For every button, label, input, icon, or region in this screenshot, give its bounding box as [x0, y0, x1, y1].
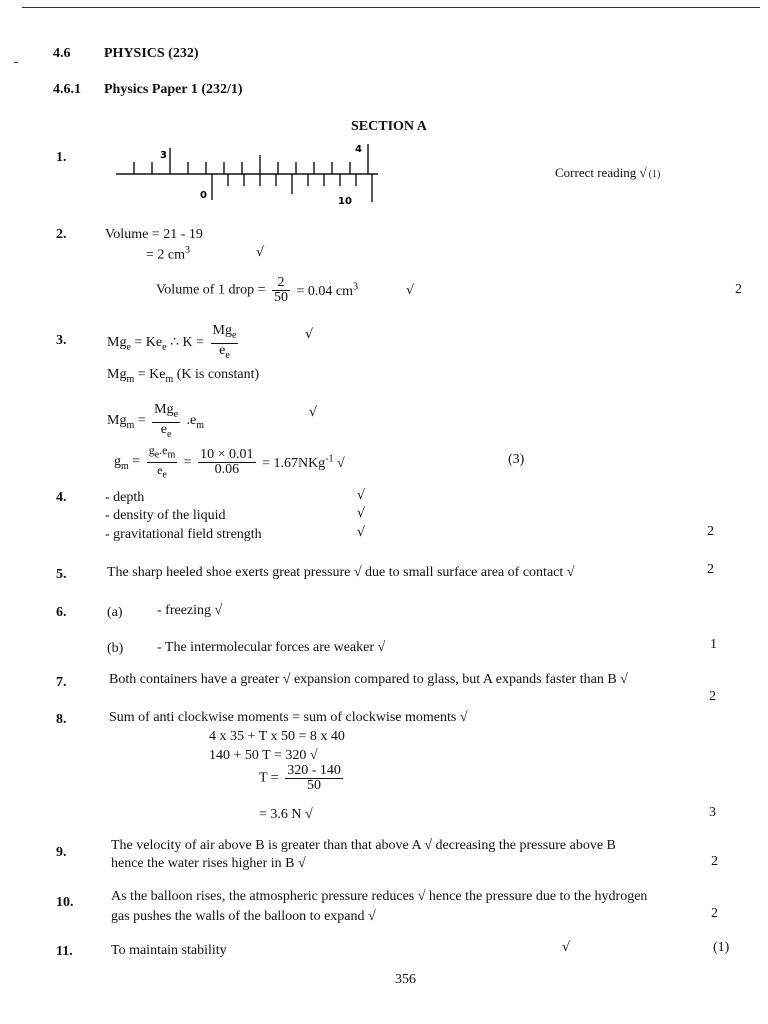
- answer-text: Both containers have a greater √ expansion compared to glass, but A expands faster than B √: [109, 672, 628, 687]
- section-title: PHYSICS (232): [104, 46, 199, 61]
- main-scale-label-3: 3: [160, 150, 167, 161]
- list-item: - depth: [105, 490, 145, 505]
- vernier-label-0: 0: [200, 190, 207, 201]
- question-number: 6.: [56, 605, 67, 620]
- part-label: (a): [107, 605, 123, 620]
- list-item: - density of the liquid: [105, 508, 226, 523]
- tick-mark: √: [305, 327, 314, 342]
- subsection-title: Physics Paper 1 (232/1): [104, 82, 243, 97]
- answer-text: gas pushes the walls of the balloon to expand √: [111, 909, 376, 924]
- working-line: = 2 $cm^3$: [146, 245, 190, 263]
- margin-mark: [14, 62, 18, 63]
- question-number: 9.: [56, 845, 67, 860]
- tick-mark: √: [357, 525, 366, 540]
- marks: 2: [711, 906, 718, 921]
- equation-line: $Mg_e = Ke_e$ ∴ K = $\frac{Mg_e}{e_e}$: [107, 323, 237, 361]
- answer-text: As the balloon rises, the atmospheric pressure reduces √ hence the pressure due to the hydrogen: [111, 889, 648, 904]
- answer-text: The velocity of air above B is greater than that above A √ decreasing the pressure above B: [111, 838, 616, 853]
- marks: (3): [508, 452, 525, 467]
- marks: 2: [707, 562, 714, 577]
- equation-line: $g_m$ = $\frac{g_e.e_m}{e_e}$ = $\frac{10 \times 0.01}{0.06}$ = 1.67NKg$^{-1}$ √: [114, 443, 345, 481]
- question-number: 5.: [56, 567, 67, 582]
- marks: 1: [710, 637, 717, 652]
- question-number: 1.: [56, 150, 67, 165]
- question-number: 11.: [56, 944, 73, 959]
- marks: 3: [709, 805, 716, 820]
- main-scale-ticks: [134, 144, 368, 174]
- marks: (1): [713, 940, 730, 955]
- answer-text: To maintain stability: [111, 943, 227, 958]
- answer-text: The sharp heeled shoe exerts great pressure √ due to small surface area of contact √: [107, 565, 575, 580]
- working-line: = 3.6 N √: [259, 807, 313, 822]
- working-line: Volume = 21 - 19: [105, 227, 203, 242]
- tick-mark: √: [406, 283, 415, 298]
- answer-text: - freezing √: [157, 603, 223, 618]
- question-number: 7.: [56, 675, 67, 690]
- tick-mark: √: [256, 245, 265, 260]
- working-line: 140 + 50 T = 320 √: [209, 748, 318, 763]
- question-number: 3.: [56, 333, 67, 348]
- marks: 2: [711, 854, 718, 869]
- tick-mark: √: [357, 506, 366, 521]
- tick-mark: √: [562, 940, 571, 955]
- tick-mark: √: [357, 488, 366, 503]
- subsection-number: 4.6.1: [53, 82, 81, 97]
- answer-text: [555, 165, 660, 181]
- top-rule: [22, 7, 760, 8]
- working-line: Sum of anti clockwise moments = sum of clockwise moments √: [109, 710, 468, 725]
- tick-mark: √: [309, 405, 318, 420]
- marks: 2: [735, 282, 742, 297]
- marks: 2: [707, 524, 714, 539]
- vernier-label-10: 10: [338, 196, 352, 207]
- working-line: T = $\frac{320 - 140}{50}$: [259, 763, 341, 793]
- section-number: 4.6: [53, 46, 71, 61]
- marks: (1): [648, 169, 661, 180]
- part-label: (b): [107, 641, 124, 656]
- page-number: 356: [395, 972, 416, 987]
- section-label: SECTION A: [351, 119, 427, 134]
- marks: 2: [709, 689, 716, 704]
- question-number: 8.: [56, 712, 67, 727]
- working-line: Volume of 1 drop = $\frac{2}{50}$ = 0.04 $cm^3$: [156, 275, 359, 305]
- question-number: 10.: [56, 895, 74, 910]
- vernier-scale-diagram: [112, 138, 387, 208]
- main-scale-label-4: 4: [355, 144, 362, 155]
- question-number: 2.: [56, 227, 67, 242]
- equation-line: $Mg_m = Ke_m$ (K is constant): [107, 367, 260, 385]
- equation-line: $Mg_m$ = $\frac{Mg_e}{e_e}$ $.e_m$: [107, 402, 205, 440]
- answer-text: hence the water rises higher in B √: [111, 856, 306, 871]
- answer-line: Correct reading √: [555, 165, 647, 180]
- working-line: 4 x 35 + T x 50 = 8 x 40: [209, 729, 345, 744]
- answer-text: - The intermolecular forces are weaker √: [157, 640, 386, 655]
- list-item: - gravitational field strength: [105, 527, 262, 542]
- question-number: 4.: [56, 490, 67, 505]
